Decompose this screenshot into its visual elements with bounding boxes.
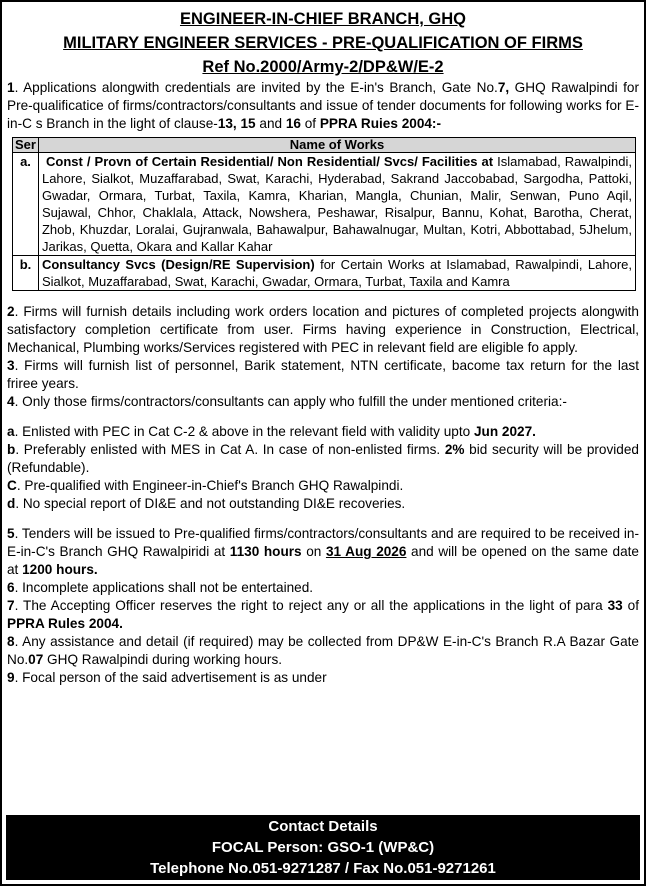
criteria-a: a. Enlisted with PEC in Cat C-2 & above in the relevant field with validity upto Jun 2027.	[7, 424, 536, 439]
paragraph-7: 7. The Accepting Officer reserves the right to reject any or all the applications in the light of para 33 of PPRA Rules 2004.	[7, 598, 639, 631]
works-table	[12, 137, 636, 291]
paragraph-2: 2. Firms will furnish details including work orders location and pictures of completed projects alongwith satisfactory completion certificate from user. Firms having experience in Construction, Electrical, Mechanical, Plumbing works/Services registered with PEC in relevant field are eligible fo apply.	[7, 304, 639, 355]
paragraph-5: 5. Tenders will be issued to Pre-qualified firms/contractors/consultants and are required to be received in-E-in-C's Branch GHQ Rawalpiridi at 1130 hours on 31 Aug 2026 and will be opened on the same date at 1200 hours.	[7, 526, 639, 577]
paragraph-8: 8. Any assistance and detail (if required) may be collected from DP&W E-in-C's Branch R.A Bazar Gate No.07 GHQ Rawalpindi during working hours.	[7, 634, 639, 667]
criteria-b: b. Preferably enlisted with MES in Cat A. In case of non-enlisted firms. 2% bid security will be provided (Refundable).	[7, 442, 639, 475]
criteria-c: C. Pre-qualified with Engineer-in-Chief's Branch GHQ Rawalpindi.	[7, 478, 404, 493]
works-table-header	[13, 138, 636, 153]
paragraph-3: 3. Firms will furnish list of personnel, Barik statement, NTN certificate, bacome tax return for the last friree years.	[7, 358, 639, 391]
header-line-2: MILITARY ENGINEER SERVICES - PRE-QUALIFICATION OF FIRMS	[63, 34, 583, 52]
paragraph-9: 9. Focal person of the said advertisement is as under	[7, 670, 327, 685]
header-reference: Ref No.2000/Army-2/DP&W/E-2	[202, 58, 444, 76]
paragraph-6: 6. Incomplete applications shall not be entertained.	[7, 580, 314, 595]
row-work: Consultancy Svcs (Design/RE Supervision) for Certain Works at Islamabad, Rawalpindi, Lahore, Sialkot, Muzaffarabad, Swat, Karachi, Gwadar, Ormara, Turbat, Taxila and Kamra	[38, 256, 635, 291]
paragraph-4: 4. Only those firms/contractors/consultants can apply who fulfill the under mentioned criteria:-	[7, 394, 567, 409]
column-header-ser: Ser	[13, 138, 39, 153]
paragraph-1: 1. Applications alongwith credentials are invited by the E-in's Branch, Gate No.7, GHQ Rawalpindi for Pre-qualificatice of firms/contractors/consultants and issue of tender documents for following works for E-in-C s Branch in the light of clause-13, 15 and 16 of PPRA Ruies 2004:-	[7, 80, 640, 131]
contact-details-box	[6, 815, 640, 880]
table-row	[13, 256, 636, 291]
focal-person: FOCAL Person: GSO-1 (WP&C)	[211, 839, 435, 856]
column-header-name-of-works: Name of Works	[38, 138, 635, 153]
table-row	[13, 153, 636, 256]
row-ser: a.	[13, 153, 39, 256]
criteria-d: d. No special report of DI&E and not outstanding DI&E recoveries.	[7, 496, 406, 511]
contact-title: Contact Details	[268, 818, 378, 835]
header-line-1: ENGINEER-IN-CHIEF BRANCH, GHQ	[179, 10, 466, 28]
row-ser: b.	[13, 256, 39, 291]
row-work: Const / Provn of Certain Residential/ Non Residential/ Svcs/ Facilities at Islamabad, Rawalpindi, Lahore, Sialkot, Muzaffarabad, Swat, Karachi, Hyderabad, Sakrand Jaccobabad, Sargodha, Pattoki, Gwadar, Ormara, Turbat, Taxila, Kamra, Kharian, Mangla, Chunian, Malir, Senwan, Puno Aqil, Sujawal, Chhor, Chaklala, Attack, Nowshera, Peshawar, Risalpur, Bannu, Kohat, Barotha, Cherat, Zhob, Khuzdar, Loralai, Gujranwala, Bahawalpur, Bahawalnugar, Multan, Kotri, Abbottabad, 5Jhelum, Jarikas, Quetta, Okara and Kallar Kahar	[38, 153, 635, 256]
contact-phone-fax: Telephone No.051-9271287 / Fax No.051-9271261	[150, 860, 496, 877]
